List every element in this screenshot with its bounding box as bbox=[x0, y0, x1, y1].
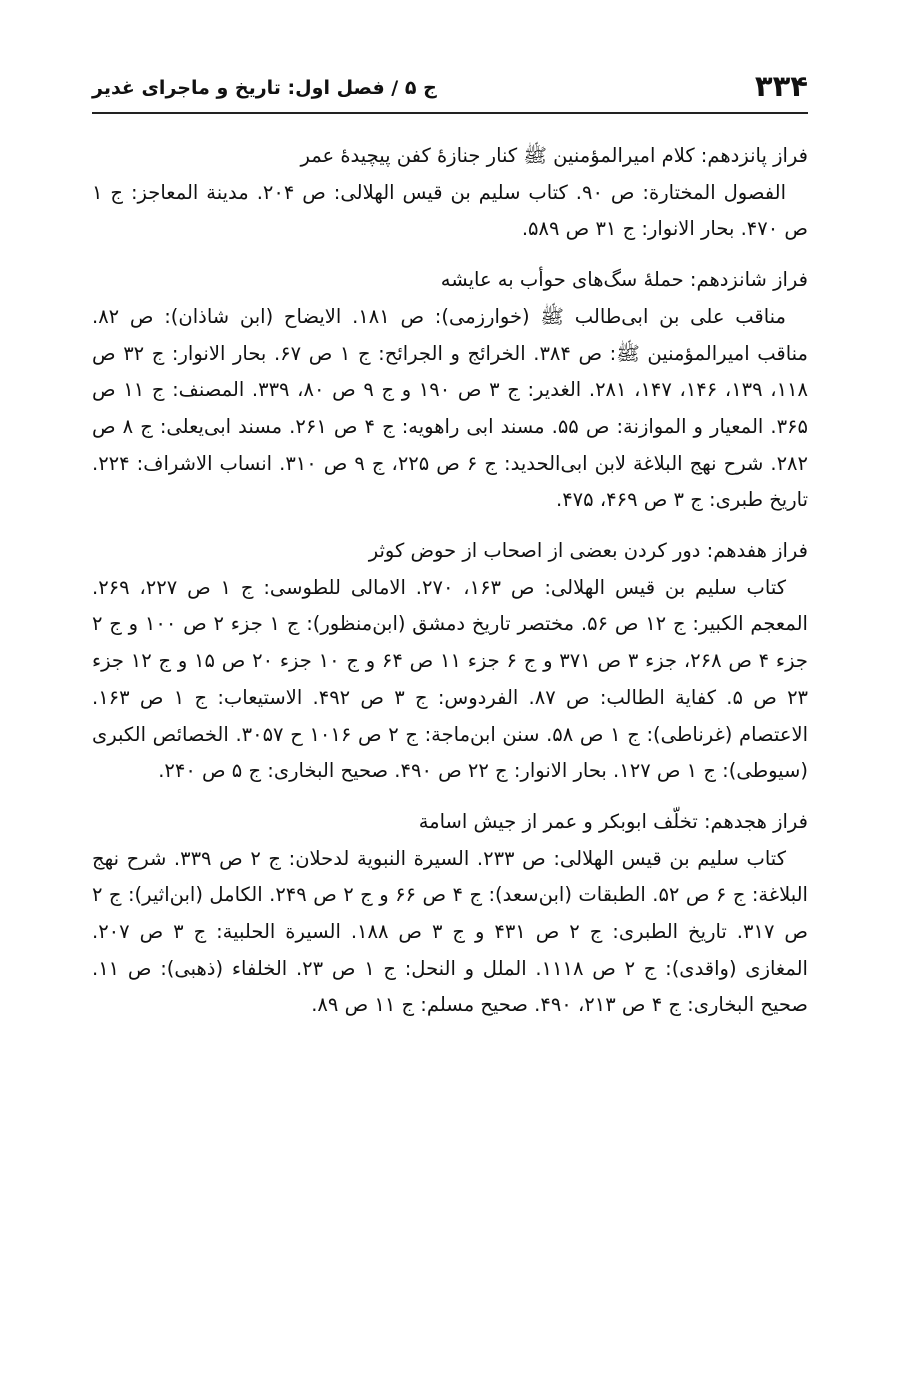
page-number: ۳۳۴ bbox=[754, 69, 808, 103]
section-references: مناقب علی بن ابی‌طالب ﷺ (خوارزمی): ص ۱۸۱. الایضاح (ابن شاذان): ص ۸۲. مناقب امیرالمؤمنین ﷺ: ص ۳۸۴. الخرائج و الجرائح: ج ۱ ص ۶۷. بحار الانوار: ج ۳۲ ص ۱۱۸، ۱۳۹، ۱۴۶، ۱۴۷، ۲۸۱. الغدیر: ج ۳ ص ۱۹۰ و ج ۹ ص ۸۰، ۳۳۹. المصنف: ج ۱۱ ص ۳۶۵. المعیار و الموازنة: ص ۵۵. مسند ابی راهویه: ج ۴ ص ۲۶۱. مسند ابی‌یعلی: ج ۸ ص ۲۸۲. شرح نهج البلاغة لابن ابی‌الحدید: ج ۶ ص ۲۲۵، ج ۹ ص ۳۱۰. انساب الاشراف: ۲۲۴. تاریخ طبری: ج ۳ ص ۴۶۹، ۴۷۵. bbox=[92, 304, 808, 512]
section-heading: فراز شانزدهم: حملۀ سگ‌های حوأب به عایشه bbox=[440, 268, 808, 292]
section-15 bbox=[92, 138, 808, 248]
section-references: الفصول المختارة: ص ۹۰. کتاب سلیم بن قیس الهلالی: ص ۲۰۴. مدینة المعاجز: ج ۱ ص ۴۷۰. بحار الانوار: ج ۳۱ ص ۵۸۹. bbox=[92, 180, 808, 241]
section-heading: فراز هفدهم: دور کردن بعضی از اصحاب از حوض کوثر bbox=[368, 539, 808, 563]
section-16 bbox=[92, 262, 808, 519]
section-heading: فراز پانزدهم: کلام امیرالمؤمنین ﷺ کنار جنازۀ کفن پیچیدۀ عمر bbox=[300, 144, 808, 167]
section-references: کتاب سلیم بن قیس الهلالی: ص ۱۶۳، ۲۷۰. الامالی للطوسی: ج ۱ ص ۲۲۷، ۲۶۹. المعجم الکبیر: ج ۱۲ ص ۵۶. مختصر تاریخ دمشق (ابن‌منظور): ج ۱ جزء ۲ ص ۱۰۰ و ج ۲ جزء ۴ ص ۲۶۸، جزء ۳ ص ۳۷۱ و ج ۶ جزء ۱۱ ص ۶۴ و ج ۱۰ جزء ۲۰ ص ۱۵ و ج ۱۲ جزء ۲۳ ص ۵. کفایة الطالب: ص ۸۷. الفردوس: ج ۳ ص ۴۹۲. الاستیعاب: ج ۱ ص ۱۶۳. الاعتصام (غرناطی): ج ۱ ص ۵۸. سنن ابن‌ماجة: ج ۲ ص ۱۰۱۶ ح ۳۰۵۷. الخصائص الکبری (سیوطی): ج ۱ ص ۱۲۷. بحار الانوار: ج ۲۲ ص ۴۹۰. صحیح البخاری: ج ۵ ص ۲۴۰. bbox=[92, 575, 809, 783]
section-heading: فراز هجدهم: تخلّف ابوبکر و عمر از جیش اسامة bbox=[418, 809, 808, 833]
page-content bbox=[92, 138, 808, 1038]
section-17 bbox=[92, 533, 808, 790]
section-18 bbox=[92, 804, 808, 1024]
running-header bbox=[92, 62, 808, 114]
chapter-title: ج ۵ / فصل اول: تاریخ و ماجرای غدیر bbox=[92, 77, 437, 99]
section-references: کتاب سلیم بن قیس الهلالی: ص ۲۳۳. السیرة النبویة لدحلان: ج ۲ ص ۳۳۹. شرح نهج البلاغة: ج ۶ ص ۵۲. الطبقات (ابن‌سعد): ج ۴ ص ۶۶ و ج ۲ ص ۲۴۹. الکامل (ابن‌اثیر): ج ۲ ص ۳۱۷. تاریخ الطبری: ج ۲ ص ۴۳۱ و ج ۳ ص ۱۸۸. السیرة الحلبیة: ج ۳ ص ۲۰۷. المغازی (واقدی): ج ۲ ص ۱۱۱۸. الملل و النحل: ج ۱ ص ۲۳. الخلفاء (ذهبی): ص ۱۱. صحیح البخاری: ج ۴ ص ۲۱۳، ۴۹۰. صحیح مسلم: ج ۱۱ ص ۸۹. bbox=[92, 846, 808, 1017]
